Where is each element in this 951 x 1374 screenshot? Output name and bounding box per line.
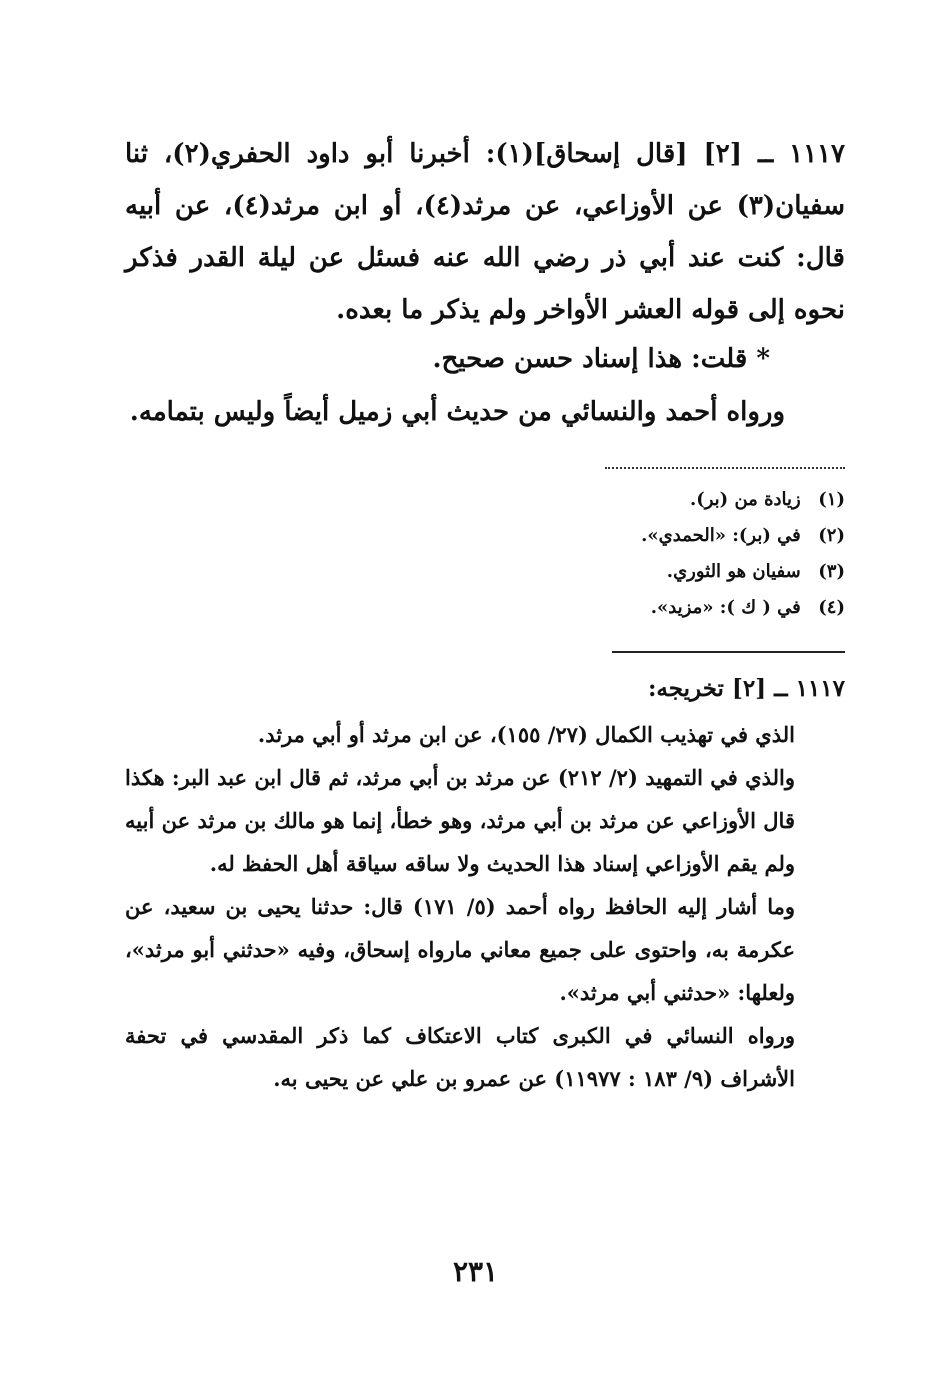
- takhrij-paragraph: الذي في تهذيب الكمال (٢٧/ ١٥٥)، عن ابن مرثد أو أبي مرثد.: [257, 722, 795, 747]
- footnote-number: (٢): [818, 525, 845, 546]
- grading-note: * قلت: هذا إسناد حسن صحيح.: [432, 344, 770, 374]
- takhrij-paragraph: ورواه النسائي في الكبرى كتاب الاعتكاف كما ذكر المقدسي في تحفة الأشراف (٩/ ١٨٣ : ١١٩٧٧) عن عمرو بن علي عن يحيى به.: [125, 1023, 795, 1091]
- footnote-text: في ( ك ): «مزيد».: [650, 597, 801, 618]
- takhrij-paragraph: وما أشار إليه الحافظ رواه أحمد (٥/ ١٧١) قال: حدثنا يحيى بن سعيد، عن عكرمة به، واحتوى على جميع معاني مارواه إسحاق، وفيه «حدثني أبو مرثد»، ولعلها: «حدثني أبي مرثد».: [125, 894, 795, 1005]
- footnote-number: (٣): [818, 561, 845, 582]
- footnote-text: زيادة من (بر).: [689, 489, 801, 510]
- footnote-number: (٤): [818, 597, 845, 618]
- footnote-item: [300, 554, 845, 590]
- footnote-text: في (بر): «الحمدي».: [641, 525, 801, 546]
- hadith-paragraph: ١١١٧ ــ [٢] [قال إسحاق](١): أخبرنا أبو داود الحفري(٢)، ثنا سفيان(٣) عن الأوزاعي، عن مرثد(٤)، أو ابن مرثد(٤)، عن أبيه قال: كنت عند أبي ذر رضي الله عنه فسئل عن ليلة القدر فذكر نحوه إلى قوله العشر الأواخر ولم يذكر ما بعده.: [125, 139, 845, 325]
- page-number: ٢٣١: [452, 1255, 499, 1288]
- footnote-number: (١): [818, 489, 845, 510]
- footnote-item: [300, 518, 845, 554]
- narration-note: ورواه أحمد والنسائي من حديث أبي زميل أيضاً وليس بتمامه.: [129, 397, 785, 427]
- footnote-item: [300, 482, 845, 518]
- footnote-separator: [605, 467, 845, 469]
- takhrij-paragraph: والذي في التمهيد (٢/ ٢١٢) عن مرثد بن أبي مرثد، ثم قال ابن عبد البر: هكذا قال الأوزاعي عن مرثد بن أبي مرثد، وهو خطأ، إنما هو مالك بن مرثد عن أبيه ولم يقم الأوزاعي إسناد هذا الحديث ولا ساقه سياقة أهل الحفظ له.: [125, 765, 795, 876]
- section-rule: [612, 651, 845, 653]
- takhrij-heading: ١١١٧ ــ [٢] تخريجه:: [647, 675, 845, 702]
- footnote-text: سفيان هو الثوري.: [666, 561, 801, 582]
- footnote-item: [300, 590, 845, 626]
- footnotes-list: [300, 482, 845, 626]
